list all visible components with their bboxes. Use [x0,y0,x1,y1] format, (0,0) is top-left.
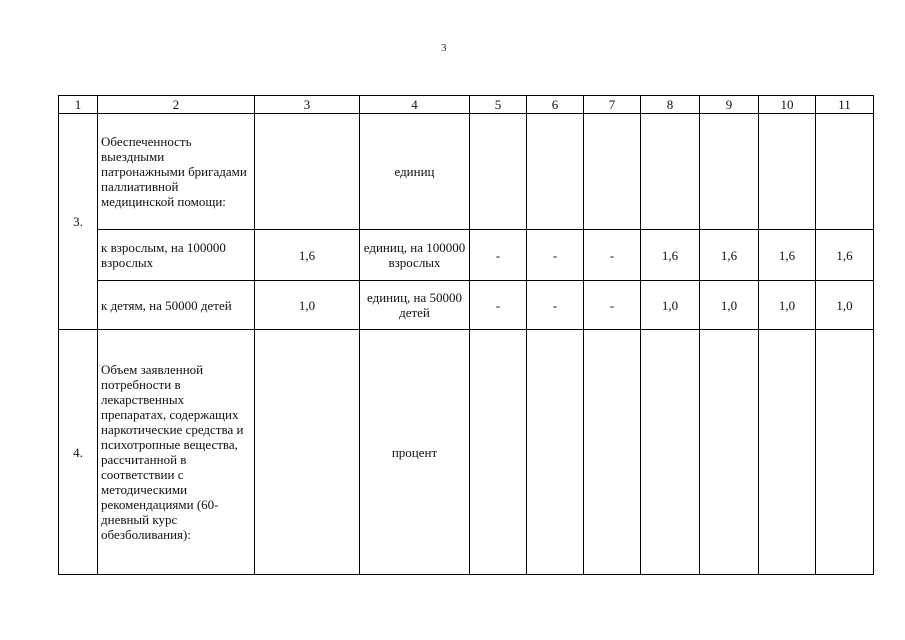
value-cell: 1,0 [700,281,759,330]
value-cell: - [470,230,527,281]
table-cell [816,330,874,575]
table-cell [255,114,360,230]
header-cell: 4 [360,96,470,114]
header-cell: 5 [470,96,527,114]
value-cell: - [527,281,584,330]
value-cell: - [584,230,641,281]
value-cell: 1,6 [700,230,759,281]
table-cell [470,114,527,230]
indicator-subname: к детям, на 50000 детей [98,281,255,330]
header-cell: 11 [816,96,874,114]
value-cell: 1,6 [255,230,360,281]
indicator-subname: к взрослым, на 100000 взрослых [98,230,255,281]
row-number: 3. [59,114,98,330]
table-row [59,281,874,330]
unit-cell: единиц, на 50000 детей [360,281,470,330]
table-cell [584,114,641,230]
value-cell: 1,0 [255,281,360,330]
page-number: 3 [441,42,447,54]
table-cell [255,330,360,575]
table-cell [759,114,816,230]
table-cell [470,330,527,575]
header-cell: 3 [255,96,360,114]
value-cell: 1,6 [641,230,700,281]
value-cell: 1,6 [816,230,874,281]
value-cell: 1,0 [641,281,700,330]
indicator-name: Объем заявленной потребности в лекарственных препаратах, содержащих наркотические средства и психотропные вещества, рассчитанной в соответствии с методическими рекомендациями (60-дневный курс обезболивания): [98,330,255,575]
header-cell: 2 [98,96,255,114]
table-cell [759,330,816,575]
unit-cell: единиц [360,114,470,230]
table-cell [584,330,641,575]
value-cell: - [584,281,641,330]
value-cell: - [470,281,527,330]
value-cell: 1,0 [759,281,816,330]
header-cell: 9 [700,96,759,114]
table-row [59,114,874,230]
row-number: 4. [59,330,98,575]
indicator-name: Обеспеченность выездными патронажными бригадами паллиативной медицинской помощи: [98,114,255,230]
table-cell [641,330,700,575]
header-cell: 1 [59,96,98,114]
table-row [59,230,874,281]
value-cell: - [527,230,584,281]
unit-cell: единиц, на 100000 взрослых [360,230,470,281]
table-cell [816,114,874,230]
table-cell [527,330,584,575]
table-cell [700,114,759,230]
table-cell [527,114,584,230]
value-cell: 1,0 [816,281,874,330]
header-cell: 10 [759,96,816,114]
header-row [59,96,874,114]
value-cell: 1,6 [759,230,816,281]
table-row [59,330,874,575]
unit-cell: процент [360,330,470,575]
header-cell: 8 [641,96,700,114]
header-cell: 6 [527,96,584,114]
indicators-table [58,95,874,575]
table-cell [700,330,759,575]
table-cell [641,114,700,230]
header-cell: 7 [584,96,641,114]
